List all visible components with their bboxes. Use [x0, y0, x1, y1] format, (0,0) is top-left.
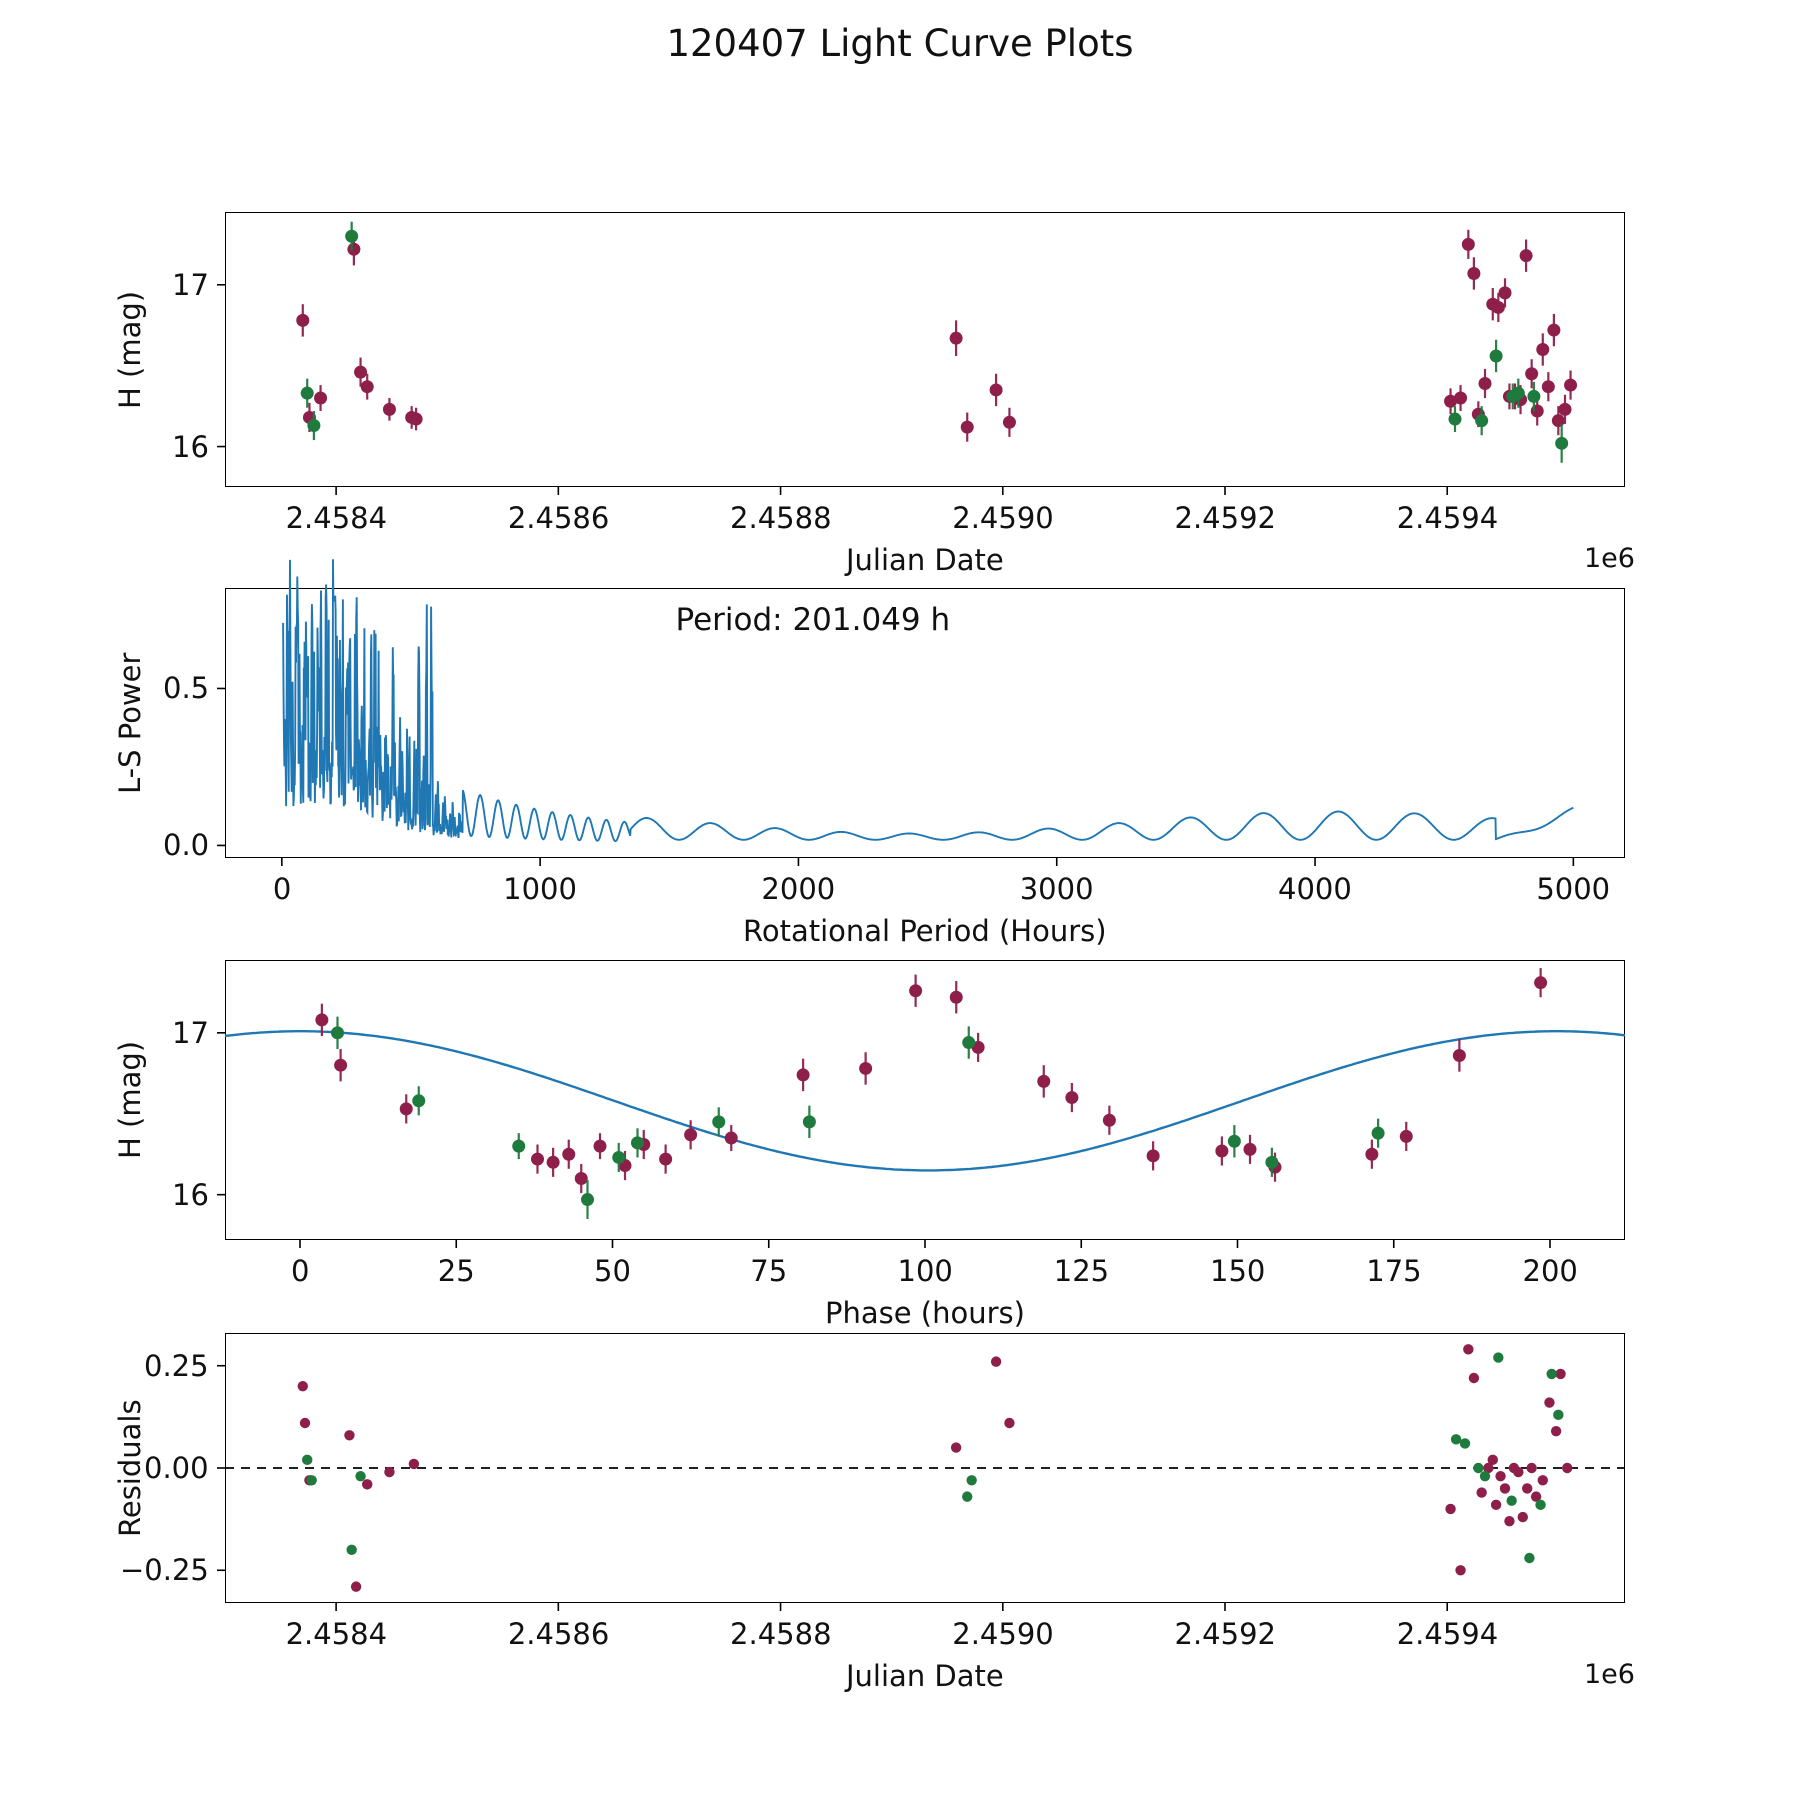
- x-tick-label: 2.4584: [285, 501, 388, 535]
- x-tick-label: 2.4592: [1174, 501, 1276, 535]
- x-tick-label: 2.4588: [730, 501, 832, 535]
- x-tick-label: 125: [1053, 1254, 1110, 1288]
- x-tick-label: 175: [1366, 1254, 1422, 1288]
- x-tick-label: 1000: [503, 872, 577, 906]
- period-annotation: Period: 201.049 h: [675, 602, 951, 638]
- y-tick-label: 16: [172, 1177, 209, 1212]
- x-tick-label: 2000: [761, 872, 836, 906]
- x-axis-offset-label: 1e6: [1584, 543, 1635, 574]
- x-tick-label: 100: [897, 1254, 953, 1288]
- y-axis-label: H (mag): [113, 1040, 147, 1159]
- x-tick-label: 2.4590: [952, 501, 1054, 535]
- y-tick-label: 0.00: [144, 1451, 209, 1485]
- y-tick-label: 0.0: [163, 828, 210, 863]
- series-green: [302, 1352, 1564, 1563]
- x-axis-label: Julian Date: [846, 543, 1004, 577]
- y-tick-label: 0.5: [163, 671, 210, 706]
- x-tick-label: 2.4588: [730, 1617, 832, 1651]
- y-axis-label: Residuals: [113, 1399, 147, 1537]
- x-tick-label: 0: [291, 1254, 310, 1288]
- x-axis-offset-label: 1e6: [1584, 1659, 1635, 1690]
- x-tick-label: 2.4586: [507, 501, 610, 535]
- x-tick-label: 4000: [1278, 872, 1352, 906]
- x-axis-label: Rotational Period (Hours): [743, 914, 1107, 948]
- y-tick-label: −0.25: [120, 1553, 209, 1588]
- figure-title: 120407 Light Curve Plots: [666, 22, 1134, 65]
- y-tick-label: 17: [172, 1015, 209, 1050]
- x-tick-label: 75: [750, 1254, 788, 1288]
- x-axis-label: Phase (hours): [825, 1296, 1025, 1330]
- y-tick-label: 16: [172, 429, 209, 464]
- x-tick-label: 200: [1522, 1254, 1578, 1288]
- x-axis-label: Julian Date: [846, 1659, 1004, 1693]
- y-tick-label: 0.25: [144, 1348, 209, 1383]
- y-tick-label: 17: [172, 267, 209, 302]
- y-axis-label: H (mag): [113, 290, 147, 409]
- x-tick-label: 2.4594: [1396, 501, 1499, 535]
- x-tick-label: 2.4592: [1174, 1617, 1276, 1651]
- x-tick-label: 150: [1210, 1254, 1266, 1288]
- x-tick-label: 25: [437, 1254, 475, 1288]
- x-tick-label: 3000: [1019, 872, 1094, 906]
- x-tick-label: 2.4594: [1396, 1617, 1499, 1651]
- y-axis-label: L-S Power: [113, 652, 147, 794]
- x-tick-label: 5000: [1536, 872, 1611, 906]
- x-tick-label: 50: [594, 1254, 631, 1288]
- x-tick-label: 0: [272, 872, 292, 906]
- x-tick-label: 2.4590: [952, 1617, 1054, 1651]
- x-tick-label: 2.4584: [285, 1617, 388, 1651]
- x-tick-label: 2.4586: [507, 1617, 610, 1651]
